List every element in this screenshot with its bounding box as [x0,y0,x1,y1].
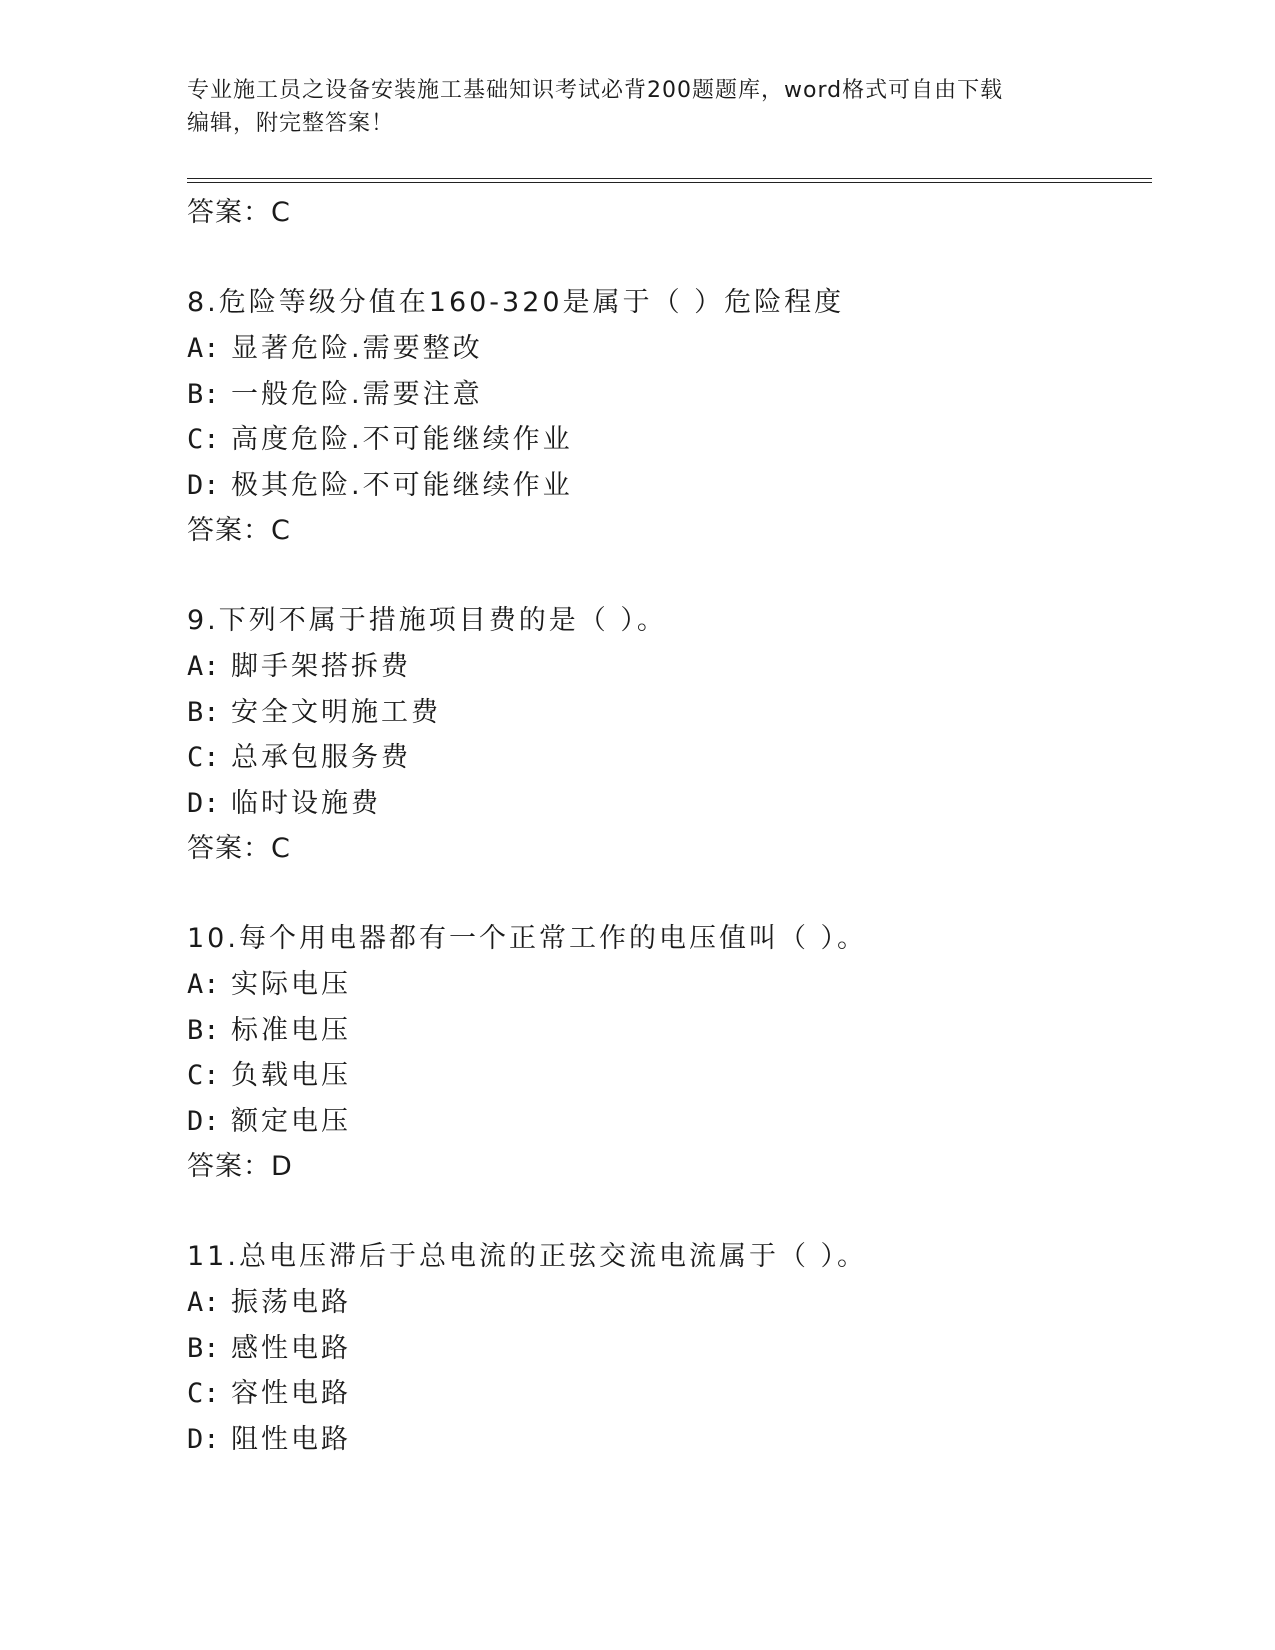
option-text: 总承包服务费 [231,742,411,773]
option-key: C: [187,1060,220,1091]
option-text: 容性电路 [231,1378,351,1409]
option-b [187,372,1152,418]
question-11 [187,1234,1152,1462]
option-b [187,1008,1152,1054]
header-line-2: 编辑，附完整答案！ [187,111,395,136]
answer-line: 答案：D [187,1151,293,1182]
option-key: B: [187,378,220,410]
question-stem: 11.总电压滞后于总电流的正弦交流电流属于（ ）。 [187,1241,868,1272]
option-text: 安全文明施工费 [231,696,441,728]
option-key: A: [187,1287,220,1318]
option-key: C: [187,424,220,455]
header-rule-bottom [187,182,1152,183]
option-a [187,1280,1152,1326]
option-a [187,962,1152,1008]
option-text: 显著危险.需要整改 [231,333,483,364]
header-rule-top [187,178,1152,179]
option-d [187,1417,1152,1463]
question-8 [187,280,1152,554]
option-key: A: [187,651,220,682]
answer-line: 答案：C [187,833,291,864]
option-key: A: [187,969,220,1000]
option-key: B: [187,1332,220,1364]
option-key: B: [187,1014,220,1046]
option-text: 振荡电路 [231,1287,351,1318]
option-text: 额定电压 [231,1105,351,1137]
question-9 [187,598,1152,872]
option-c [187,1053,1152,1099]
document-header [187,74,1087,140]
option-b [187,1326,1152,1372]
option-c [187,735,1152,781]
option-d [187,1099,1152,1145]
option-text: 高度危险.不可能继续作业 [231,424,573,455]
option-key: C: [187,1378,220,1409]
option-text: 负载电压 [231,1060,351,1091]
option-text: 感性电路 [231,1332,351,1364]
answer-line: 答案：C [187,515,291,546]
option-d [187,781,1152,827]
question-stem: 8.危险等级分值在160-320是属于（ ）危险程度 [187,287,845,318]
option-key: B: [187,696,220,728]
option-text: 实际电压 [231,969,351,1000]
option-text: 阻性电路 [231,1423,351,1455]
option-key: C: [187,742,220,773]
option-b [187,690,1152,736]
option-text: 标准电压 [231,1014,351,1046]
option-key: D: [187,787,220,819]
question-stem: 9.下列不属于措施项目费的是（ ）。 [187,605,667,636]
option-text: 极其危险.不可能继续作业 [231,469,573,501]
option-key: A: [187,333,220,364]
option-key: D: [187,1423,220,1455]
option-text: 临时设施费 [231,787,381,819]
option-d [187,463,1152,509]
question-list [187,190,1152,1462]
header-line-1: 专业施工员之设备安装施工基础知识考试必背200题题库，word格式可自由下载 [187,78,1004,103]
option-text: 一般危险.需要注意 [231,378,483,410]
option-c [187,417,1152,463]
option-a [187,326,1152,372]
answer-line: 答案：C [187,197,291,228]
question-10 [187,916,1152,1190]
option-key: D: [187,1105,220,1137]
option-key: D: [187,469,220,501]
question-stem: 10.每个用电器都有一个正常工作的电压值叫（ ）。 [187,923,868,954]
option-text: 脚手架搭拆费 [231,651,411,682]
option-a [187,644,1152,690]
option-c [187,1371,1152,1417]
